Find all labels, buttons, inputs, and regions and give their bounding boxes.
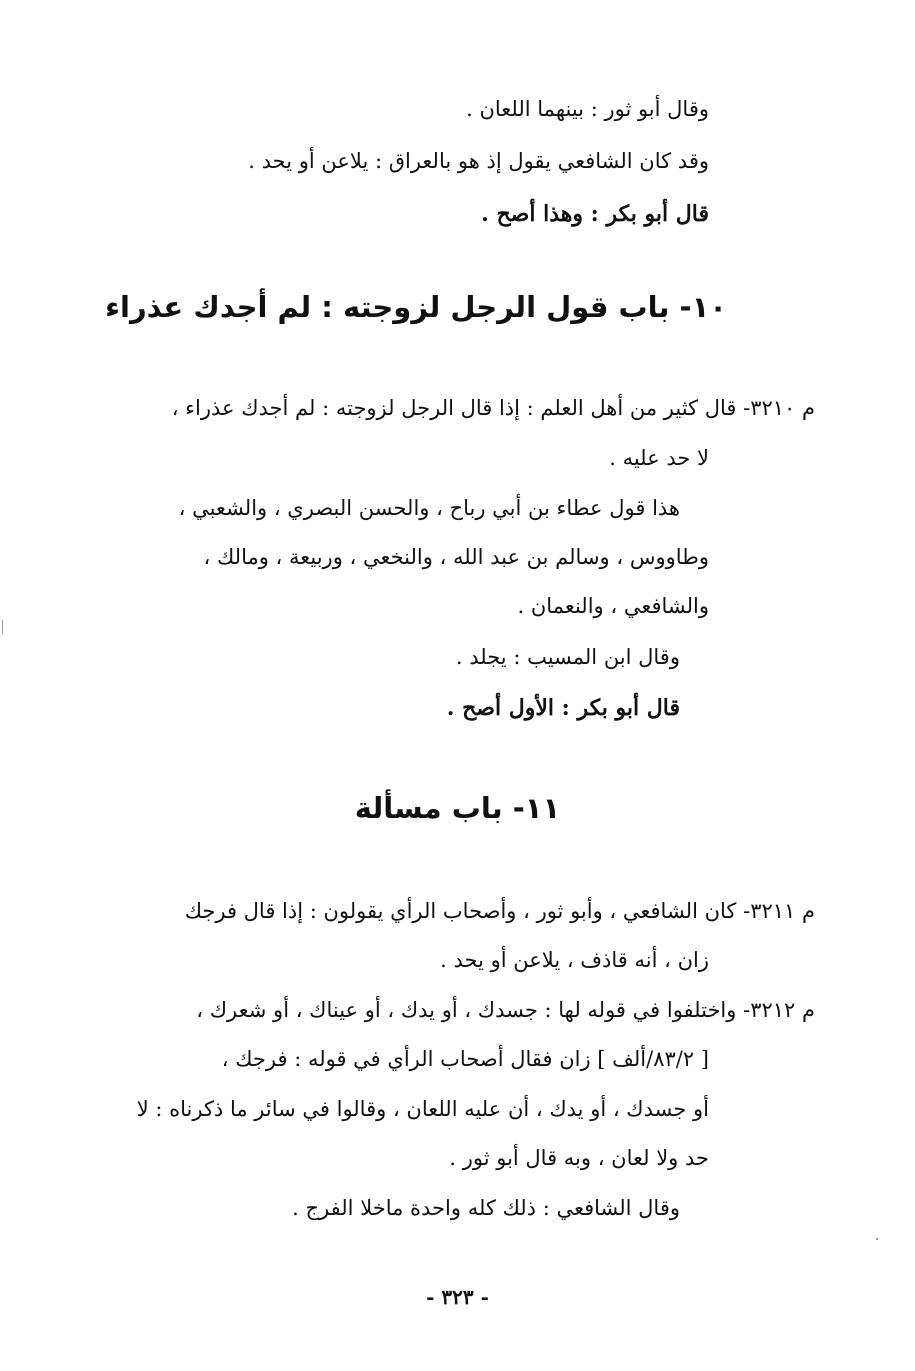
text-line: أو جسدك ، أو يدك ، أن عليه اللعان ، وقالوا في سائر ما ذكرناه : لا <box>136 1097 709 1121</box>
text-line: لا حد عليه . <box>609 446 709 470</box>
text-line: حد ولا لعان ، وبه قال أبو ثور . <box>449 1146 709 1170</box>
text-line: م ٣٢١١- كان الشافعي ، وأبو ثور ، وأصحاب الرأي يقولون : إذا قال فرجك <box>184 899 815 923</box>
text-line: م ٣٢١٠- قال كثير من أهل العلم : إذا قال الرجل لزوجته : لم أجدك عذراء ، <box>171 396 815 420</box>
text-line: قال أبو بكر : الأول أصح . <box>446 695 680 721</box>
text-line: هذا قول عطاء بن أبي رباح ، والحسن البصري ، والشعبي ، <box>178 496 680 520</box>
text-line: وقال أبو ثور : بينهما اللعان . <box>466 97 709 121</box>
text-line: وطاووس ، وسالم بن عبد الله ، والنخعي ، وربيعة ، ومالك ، <box>203 545 709 569</box>
text-line: وقال الشافعي : ذلك كله واحدة ماخلا الفرج . <box>292 1196 680 1220</box>
page-number: - ٣٢٣ - <box>426 1285 489 1309</box>
text-line: [ ٨٣/٢/ألف ] زان فقال أصحاب الرأي في قوله : فرجك ، <box>221 1047 709 1071</box>
text-line: والشافعي ، والنعمان . <box>517 594 709 618</box>
section-heading-10: ١٠- باب قول الرجل لزوجته : لم أجدك عذراء <box>105 290 727 324</box>
scan-mark <box>876 1238 878 1240</box>
text-line: قال أبو بكر : وهذا أصح . <box>481 201 709 227</box>
scan-mark <box>2 620 3 634</box>
text-line: وقد كان الشافعي يقول إذ هو بالعراق : يلاعن أو يحد . <box>248 149 709 173</box>
section-heading-11: ١١- باب مسألة <box>354 791 561 825</box>
text-line: وقال ابن المسيب : يجلد . <box>455 645 680 669</box>
text-line: م ٣٢١٢- واختلفوا في قوله لها : جسدك ، أو يدك ، أو عيناك ، أو شعرك ، <box>196 998 815 1022</box>
text-line: زان ، أنه قاذف ، يلاعن أو يحد . <box>440 948 709 972</box>
